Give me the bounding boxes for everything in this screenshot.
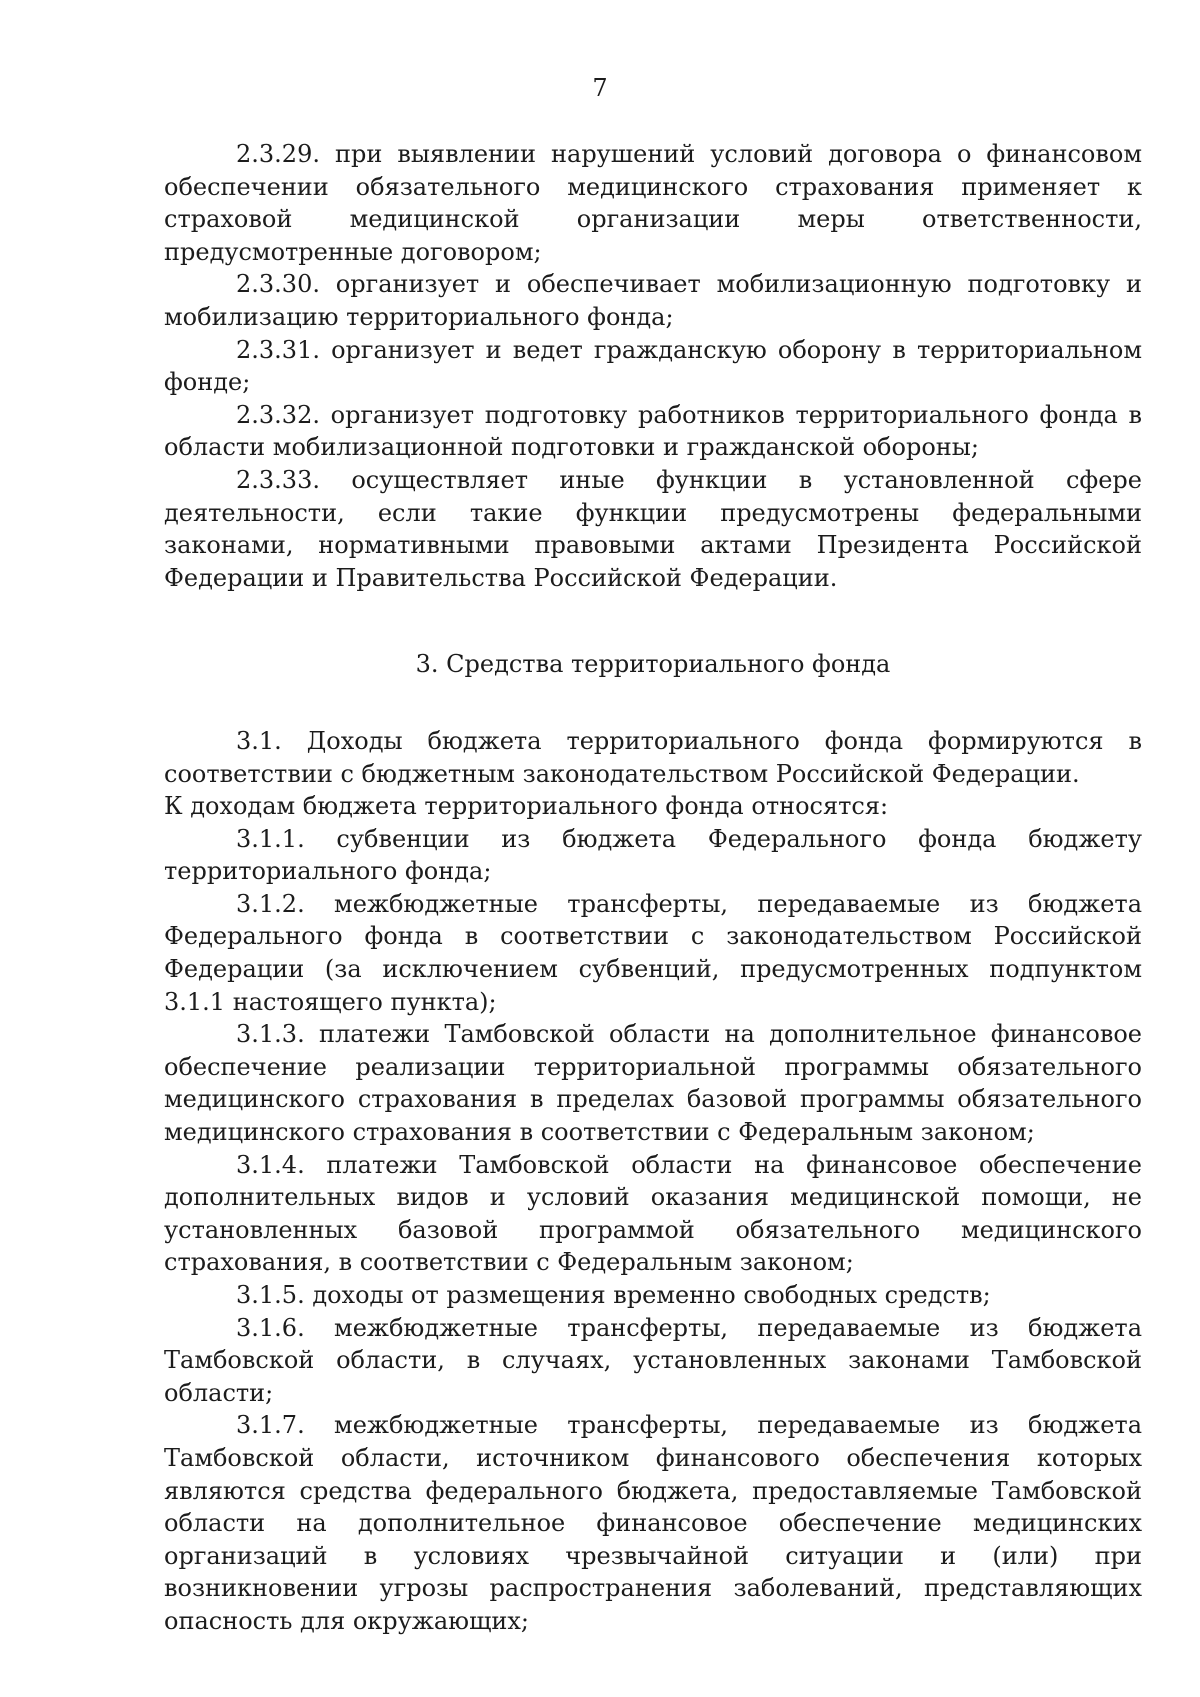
paragraph-3-1-1: 3.1.1. субвенции из бюджета Федерального фонда бюджету территориального фонда; — [164, 824, 1142, 886]
section-heading: 3. Средства территориального фонда — [415, 650, 891, 679]
paragraph-revenue-intro: К доходам бюджета территориального фонда относятся: — [164, 792, 889, 821]
paragraph-2-3-33: 2.3.33. осуществляет иные функции в установленной сфере деятельности, если такие функции предусмотрены федеральными законами, нормативными правовыми актами Президента Российской Федерации и Правительства Российской Федерации. — [164, 465, 1142, 592]
paragraph-3-1-2: 3.1.2. межбюджетные трансферты, передаваемые из бюджета Федерального фонда в соответствии с законодательством Российской Федерации (за исключением субвенций, предусмотренных подпунктом 3.1.1 настоящего пункта); — [164, 889, 1142, 1016]
paragraph-3-1-6: 3.1.6. межбюджетные трансферты, передаваемые из бюджета Тамбовской области, в случаях, установленных законами Тамбовской области; — [164, 1313, 1142, 1407]
paragraph-3-1-3: 3.1.3. платежи Тамбовской области на дополнительное финансовое обеспечение реализации территориальной программы обязательного медицинского страхования в пределах базовой программы обязательного медицинского страхования в соответствии с Федеральным законом; — [164, 1020, 1142, 1147]
document-body — [164, 138, 1142, 1638]
paragraph-3-1-5: 3.1.5. доходы от размещения временно свободных средств; — [236, 1281, 991, 1309]
paragraph-3-1-7: 3.1.7. межбюджетные трансферты, передаваемые из бюджета Тамбовской области, источником финансового обеспечения которых являются средства федерального бюджета, предоставляемые Тамбовской области на дополнительное финансовое обеспечение медицинских организаций в условиях чрезвычайной ситуации и (или) при возникновении угрозы распространения заболеваний, представляющих опасность для окружающих; — [164, 1411, 1142, 1635]
paragraph-2-3-29: 2.3.29. при выявлении нарушений условий договора о финансовом обеспечении обязательного медицинского страхования применяет к страховой медицинской организации меры ответственности, предусмотренные договором; — [164, 140, 1142, 266]
page-number: 7 — [592, 74, 608, 102]
paragraph-2-3-31: 2.3.31. организует и ведет гражданскую оборону в территориальном фонде; — [164, 335, 1142, 397]
paragraph-3-1: 3.1. Доходы бюджета территориального фонда формируются в соответствии с бюджетным законодательством Российской Федерации. — [164, 726, 1142, 788]
paragraph-2-3-30: 2.3.30. организует и обеспечивает мобилизационную подготовку и мобилизацию территориального фонда; — [164, 270, 1142, 331]
paragraph-3-1-4: 3.1.4. платежи Тамбовской области на финансовое обеспечение дополнительных видов и условий оказания медицинской помощи, не установленных базовой программой обязательного медицинского страхования, в соответствии с Федеральным законом; — [164, 1150, 1142, 1277]
paragraph-2-3-32: 2.3.32. организует подготовку работников территориального фонда в области мобилизационной подготовки и гражданской обороны; — [164, 400, 1142, 462]
